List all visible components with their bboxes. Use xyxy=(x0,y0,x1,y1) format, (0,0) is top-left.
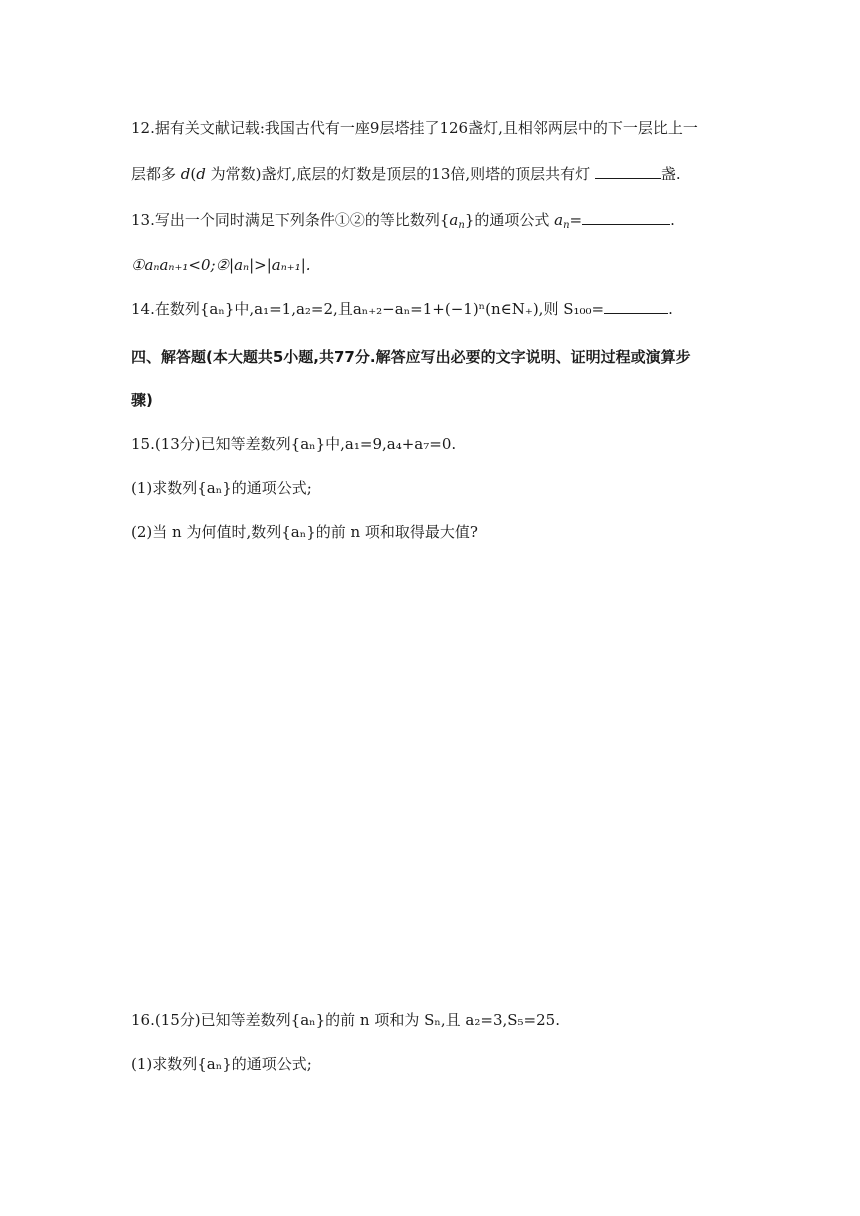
q13-sub-n2: n xyxy=(563,220,570,231)
q13-sub-n: n xyxy=(458,220,465,231)
q12-line2-end: 盏. xyxy=(660,165,681,183)
q16-stem-text: 16.(15分)已知等差数列{aₙ}的前 n 项和为 Sₙ,且 a₂=3,S₅=25. xyxy=(131,1011,560,1029)
q12-answer-blank[interactable] xyxy=(595,164,661,179)
section4-heading-line2 xyxy=(131,390,153,410)
q12-var-d: d xyxy=(180,165,191,183)
q16-stem xyxy=(131,1010,560,1030)
q16-part1 xyxy=(131,1054,312,1074)
q13-conditions xyxy=(131,255,311,275)
q14-end: . xyxy=(668,300,673,318)
q13-var-a2: a xyxy=(554,211,564,229)
q12-line2-c: 为常数)盏灯,底层的灯数是顶层的13倍,则塔的顶层共有灯 xyxy=(210,165,591,183)
q13-answer-blank[interactable] xyxy=(582,210,670,225)
q12-line1 xyxy=(131,118,698,138)
section4-title-cont: 骤) xyxy=(131,391,153,409)
q12-var-d2: d xyxy=(196,165,206,183)
q15-part1-text: (1)求数列{aₙ}的通项公式; xyxy=(131,479,312,497)
q16-part1-text: (1)求数列{aₙ}的通项公式; xyxy=(131,1055,312,1073)
q13-text-b: }的通项公式 xyxy=(464,211,550,229)
q14-text: 14.在数列{aₙ}中,a₁=1,a₂=2,且aₙ₊₂−aₙ=1+(−1)ⁿ(n∈N₊),则 S₁₀₀= xyxy=(131,300,605,318)
q14-line xyxy=(131,299,673,319)
q13-var-a: a xyxy=(449,211,459,229)
q15-stem xyxy=(131,434,456,454)
q12-line2-b: ( xyxy=(190,165,197,183)
q15-part1 xyxy=(131,478,312,498)
q12-line2-a: 层都多 xyxy=(131,165,177,183)
q13-line1: 13.写出一个同时满足下列条件①②的等比数列$\{a_n\}$的通项公式 $a_n=$ . xyxy=(131,211,675,231)
q13-cond-text: ①aₙaₙ₊₁<0;②|aₙ|>|aₙ₊₁|. xyxy=(131,256,311,274)
q12-line1-text: 12.据有关文献记载:我国古代有一座9层塔挂了126盏灯,且相邻两层中的下一层比上一 xyxy=(131,119,698,137)
q13-text-end: . xyxy=(670,211,675,229)
q12-line2 xyxy=(131,164,681,184)
q14-answer-blank[interactable] xyxy=(604,299,668,314)
q13-text-a: 13.写出一个同时满足下列条件①②的等比数列{ xyxy=(131,211,450,229)
section4-title: 四、解答题(本大题共5小题,共77分.解答应写出必要的文字说明、证明过程或演算步 xyxy=(131,348,691,366)
section4-heading-line1 xyxy=(131,347,691,367)
q15-part2 xyxy=(131,522,478,542)
q15-stem-text: 15.(13分)已知等差数列{aₙ}中,a₁=9,a₄+a₇=0. xyxy=(131,435,457,453)
q15-part2-text: (2)当 n 为何值时,数列{aₙ}的前 n 项和取得最大值? xyxy=(131,523,478,541)
